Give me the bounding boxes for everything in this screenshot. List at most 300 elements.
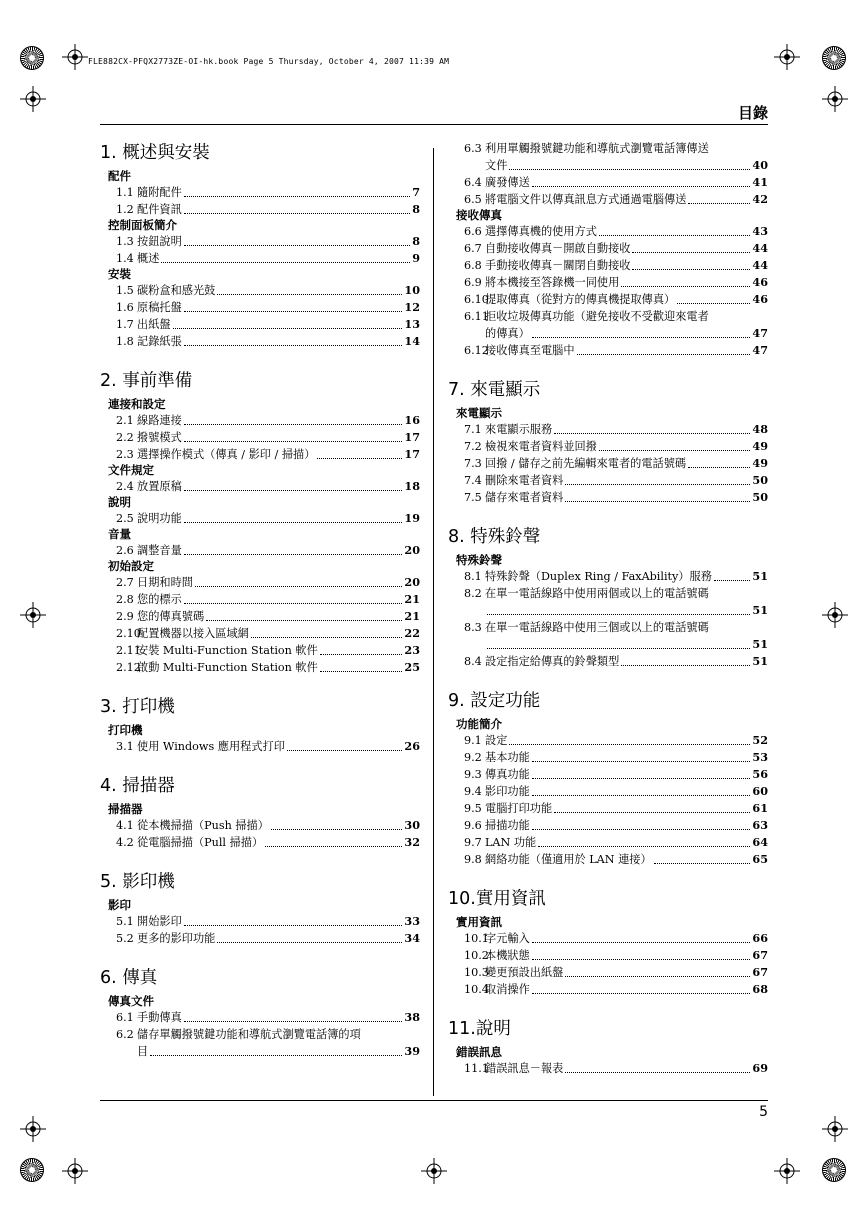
dot-leader xyxy=(532,829,751,830)
entry-title: 記錄紙張 xyxy=(137,335,182,348)
section-heading: 傳真文件 xyxy=(108,994,154,1008)
dot-leader xyxy=(287,750,403,751)
dot-leader xyxy=(532,337,751,338)
entry-page: 61 xyxy=(752,801,768,815)
section-heading: 影印 xyxy=(108,898,131,912)
entry-body xyxy=(137,591,420,608)
toc-entry[interactable] xyxy=(448,257,768,274)
entry-page: 46 xyxy=(752,275,768,289)
toc-entry[interactable] xyxy=(100,913,420,930)
entry-page: 40 xyxy=(752,158,768,172)
toc-entry[interactable] xyxy=(100,834,420,851)
entry-page: 48 xyxy=(752,422,768,436)
toc-entry[interactable] xyxy=(100,446,420,463)
toc-entry[interactable] xyxy=(100,1026,420,1060)
entry-page: 60 xyxy=(752,784,768,798)
toc-entry[interactable] xyxy=(448,568,768,585)
entry-number: 9.2 xyxy=(464,751,482,764)
entry-title: 說明功能 xyxy=(137,512,182,525)
toc-entry[interactable] xyxy=(100,574,420,591)
entry-title: 日期和時間 xyxy=(137,576,193,589)
toc-entry[interactable] xyxy=(100,233,420,250)
toc-entry[interactable] xyxy=(448,191,768,208)
toc-entry[interactable] xyxy=(100,184,420,201)
entry-page: 17 xyxy=(404,430,420,444)
entry-title: 本機狀態 xyxy=(485,949,530,962)
toc-entry[interactable] xyxy=(448,585,768,619)
dot-leader xyxy=(532,778,751,779)
entry-body xyxy=(485,240,768,257)
entry-title: 設定指定給傳真的鈴聲類型 xyxy=(485,655,620,668)
entry-page: 67 xyxy=(752,948,768,962)
dot-leader xyxy=(688,203,750,204)
toc-entry[interactable] xyxy=(448,732,768,749)
toc-entry[interactable] xyxy=(448,653,768,670)
toc-entry[interactable] xyxy=(100,659,420,676)
section-heading: 說明 xyxy=(108,495,131,509)
entry-body xyxy=(485,421,768,438)
entry-title: 碳粉盒和感光鼓 xyxy=(137,284,216,297)
toc-entry[interactable] xyxy=(448,223,768,240)
dot-leader xyxy=(714,580,750,581)
dot-leader xyxy=(251,637,403,638)
entry-number: 2.5 xyxy=(116,512,134,525)
toc-entry[interactable] xyxy=(448,342,768,359)
dot-leader xyxy=(184,213,410,214)
dot-leader xyxy=(532,186,751,187)
section-heading: 錯誤訊息 xyxy=(456,1045,502,1059)
section-heading: 初始設定 xyxy=(108,559,154,573)
entry-title: 來電顯示服務 xyxy=(485,423,553,436)
entry-number: 5.1 xyxy=(116,915,134,928)
entry-page: 26 xyxy=(404,739,420,753)
entry-body xyxy=(485,800,768,817)
entry-page: 53 xyxy=(752,750,768,764)
entry-title: 您的標示 xyxy=(137,593,182,606)
footer-rule xyxy=(100,1100,768,1101)
registration-mark-icon xyxy=(20,602,46,628)
dot-leader xyxy=(161,262,410,263)
dot-leader xyxy=(621,286,750,287)
entry-number: 6.2 xyxy=(116,1028,134,1041)
dot-leader xyxy=(565,976,750,977)
dot-leader xyxy=(677,303,750,304)
entry-page: 12 xyxy=(404,300,420,314)
entry-body xyxy=(137,574,420,591)
entry-body xyxy=(137,625,420,642)
toc-entry[interactable] xyxy=(448,749,768,766)
entry-title: 選擇傳真機的使用方式 xyxy=(485,225,597,238)
entry-body xyxy=(137,608,420,625)
chapter-title: 2. 事前準備 xyxy=(100,371,193,391)
entry-body xyxy=(137,738,420,755)
entry-number: 10.3 xyxy=(464,966,489,979)
dot-leader xyxy=(184,245,410,246)
chapter-title: 10.實用資訊 xyxy=(448,889,546,909)
entry-title: 字元輸入 xyxy=(485,932,530,945)
entry-title: 檢視來電者資料並回撥 xyxy=(485,440,597,453)
toc-entry[interactable] xyxy=(100,817,420,834)
entry-number: 2.4 xyxy=(116,480,134,493)
entry-continuation xyxy=(485,325,768,342)
chapter-title: 5. 影印機 xyxy=(100,872,175,892)
entry-title: 原稿托盤 xyxy=(137,301,182,314)
entry-title: 自動接收傳真－開啟自動接收 xyxy=(485,242,631,255)
entry-title: 選擇操作模式（傳真 / 影印 / 掃描） xyxy=(137,448,316,461)
entry-body xyxy=(137,834,420,851)
dot-leader xyxy=(577,354,751,355)
dot-leader xyxy=(184,311,403,312)
toc-entry[interactable] xyxy=(100,201,420,218)
registration-mark-icon xyxy=(774,1158,800,1184)
entry-continuation xyxy=(137,1043,420,1060)
entry-number: 7.2 xyxy=(464,440,482,453)
toc-entry[interactable] xyxy=(100,412,420,429)
dot-leader xyxy=(532,795,751,796)
registration-mark-icon xyxy=(822,1116,848,1142)
entry-title: 從電腦掃描（Pull 掃描） xyxy=(137,836,264,849)
entry-number: 9.1 xyxy=(464,734,482,747)
entry-title: 儲存單觸撥號鍵功能和導航式瀏覽電話簿的項 xyxy=(137,1028,361,1041)
entry-page: 44 xyxy=(752,241,768,255)
section-heading: 接收傳真 xyxy=(456,208,502,222)
toc-entry[interactable] xyxy=(100,478,420,495)
entry-number: 6.6 xyxy=(464,225,482,238)
entry-body xyxy=(485,291,768,308)
entry-number: 1.8 xyxy=(116,335,134,348)
entry-page: 21 xyxy=(404,592,420,606)
entry-title-continued: 文件 xyxy=(485,159,508,172)
toc-entry[interactable] xyxy=(100,930,420,947)
dot-leader xyxy=(195,586,402,587)
toc-entry[interactable] xyxy=(100,738,420,755)
entry-number: 1.2 xyxy=(116,203,134,216)
entry-page: 7 xyxy=(412,185,420,199)
entry-body xyxy=(485,342,768,359)
entry-title: 在單一電話線路中使用兩個或以上的電話號碼 xyxy=(485,587,709,600)
entry-title: 配置機器以接入區域網 xyxy=(137,627,249,640)
entry-body xyxy=(137,299,420,316)
section-heading: 功能簡介 xyxy=(456,717,502,731)
dot-leader xyxy=(184,424,403,425)
entry-continuation xyxy=(485,602,768,619)
toc-entry[interactable] xyxy=(448,766,768,783)
header-rule xyxy=(100,124,768,125)
entry-body xyxy=(485,653,768,670)
toc-entry[interactable] xyxy=(448,291,768,308)
entry-number: 10.2 xyxy=(464,949,489,962)
entry-title: 取消操作 xyxy=(485,983,530,996)
toc-entry[interactable] xyxy=(448,964,768,981)
entry-number: 9.4 xyxy=(464,785,482,798)
entry-page: 18 xyxy=(404,479,420,493)
entry-body xyxy=(485,619,768,653)
toc-entry[interactable] xyxy=(448,800,768,817)
dot-leader xyxy=(554,812,750,813)
entry-body xyxy=(485,191,768,208)
entry-page: 56 xyxy=(752,767,768,781)
entry-body xyxy=(137,429,420,446)
entry-page: 64 xyxy=(752,835,768,849)
entry-body xyxy=(485,783,768,800)
column-divider xyxy=(433,148,434,1096)
entry-number: 2.11 xyxy=(116,644,141,657)
entry-page: 14 xyxy=(404,334,420,348)
entry-title: 放置原稿 xyxy=(137,480,182,493)
toc-entry[interactable] xyxy=(100,625,420,642)
toc-left-column xyxy=(100,140,420,1060)
entry-number: 8.1 xyxy=(464,570,482,583)
entry-page: 9 xyxy=(412,251,420,265)
toc-entry[interactable] xyxy=(448,619,768,653)
entry-title: 將電腦文件以傳真訊息方式通過電腦傳送 xyxy=(485,193,687,206)
entry-page: 50 xyxy=(752,473,768,487)
dot-leader xyxy=(688,467,750,468)
toc-entry[interactable] xyxy=(448,472,768,489)
entry-body xyxy=(485,274,768,291)
toc-entry[interactable] xyxy=(100,591,420,608)
entry-page: 30 xyxy=(404,818,420,832)
entry-body xyxy=(137,316,420,333)
section-heading: 打印機 xyxy=(108,723,143,737)
toc-entry[interactable] xyxy=(448,308,768,342)
dot-leader xyxy=(565,1072,750,1073)
entry-title: 您的傳真號碼 xyxy=(137,610,205,623)
toc-entry[interactable] xyxy=(100,282,420,299)
section-heading: 音量 xyxy=(108,527,131,541)
entry-body xyxy=(137,201,420,218)
dot-leader xyxy=(565,501,750,502)
entry-number: 11.1 xyxy=(464,1062,489,1075)
dot-leader xyxy=(538,846,750,847)
toc-entry[interactable] xyxy=(448,174,768,191)
toc-entry[interactable] xyxy=(100,333,420,350)
toc-entry[interactable] xyxy=(100,429,420,446)
entry-title: 特殊鈴聲（Duplex Ring / FaxAbility）服務 xyxy=(485,570,712,583)
entry-body xyxy=(137,1009,420,1026)
dot-leader xyxy=(532,959,751,960)
entry-number: 2.10 xyxy=(116,627,141,640)
entry-number: 2.7 xyxy=(116,576,134,589)
color-rosette-icon xyxy=(20,46,44,70)
dot-leader xyxy=(184,196,410,197)
registration-mark-icon xyxy=(20,86,46,112)
section-heading: 配件 xyxy=(108,169,131,183)
entry-title: 提取傳真（從對方的傳真機提取傳真） xyxy=(485,293,676,306)
toc-entry[interactable] xyxy=(100,642,420,659)
entry-page: 20 xyxy=(404,575,420,589)
toc-entry[interactable] xyxy=(448,489,768,506)
entry-page: 8 xyxy=(412,234,420,248)
dot-leader xyxy=(632,269,750,270)
entry-title: 按鈕說明 xyxy=(137,235,182,248)
entry-number: 6.9 xyxy=(464,276,482,289)
entry-title: 將本機接至答錄機一同使用 xyxy=(485,276,620,289)
dot-leader xyxy=(599,450,751,451)
chapter-title: 3. 打印機 xyxy=(100,697,175,717)
registration-mark-icon xyxy=(421,1158,447,1184)
entry-body xyxy=(137,412,420,429)
entry-page: 50 xyxy=(752,490,768,504)
dot-leader xyxy=(654,863,751,864)
registration-mark-icon xyxy=(822,86,848,112)
entry-number: 1.7 xyxy=(116,318,134,331)
entry-page: 23 xyxy=(404,643,420,657)
section-heading: 控制面板簡介 xyxy=(108,218,177,232)
entry-page: 49 xyxy=(752,456,768,470)
toc-entry[interactable] xyxy=(448,783,768,800)
entry-number: 7.4 xyxy=(464,474,482,487)
toc-entry[interactable] xyxy=(448,140,768,174)
toc-right-column xyxy=(448,140,768,1077)
entry-body xyxy=(137,642,420,659)
section-heading: 實用資訊 xyxy=(456,915,502,929)
toc-entry[interactable] xyxy=(100,316,420,333)
dot-leader xyxy=(184,1021,403,1022)
entry-page: 43 xyxy=(752,224,768,238)
entry-number: 1.5 xyxy=(116,284,134,297)
entry-title: 撥號模式 xyxy=(137,431,182,444)
entry-body xyxy=(485,455,768,472)
section-heading: 安裝 xyxy=(108,267,131,281)
entry-body xyxy=(485,438,768,455)
entry-number: 9.6 xyxy=(464,819,482,832)
entry-title-continued: 的傳真） xyxy=(485,327,530,340)
color-rosette-icon xyxy=(822,46,846,70)
toc-entry[interactable] xyxy=(100,542,420,559)
chapter-title: 8. 特殊鈴聲 xyxy=(448,527,541,547)
entry-page: 63 xyxy=(752,818,768,832)
entry-title: 儲存來電者資料 xyxy=(485,491,564,504)
entry-page: 46 xyxy=(752,292,768,306)
entry-page: 17 xyxy=(404,447,420,461)
dot-leader xyxy=(554,433,750,434)
entry-body xyxy=(485,257,768,274)
entry-body xyxy=(485,766,768,783)
entry-number: 6.7 xyxy=(464,242,482,255)
entry-title: 從本機掃描（Push 掃描） xyxy=(137,819,269,832)
entry-page: 13 xyxy=(404,317,420,331)
registration-mark-icon xyxy=(20,1116,46,1142)
dot-leader xyxy=(184,345,403,346)
entry-number: 7.3 xyxy=(464,457,482,470)
toc-entry[interactable] xyxy=(448,274,768,291)
entry-page: 51 xyxy=(752,569,768,583)
section-heading: 掃描器 xyxy=(108,802,143,816)
dot-leader xyxy=(532,761,751,762)
entry-number: 3.1 xyxy=(116,740,134,753)
entry-number: 9.5 xyxy=(464,802,482,815)
section-heading: 來電顯示 xyxy=(456,406,502,420)
entry-body xyxy=(137,510,420,527)
toc-entry[interactable] xyxy=(448,947,768,964)
toc-entry[interactable] xyxy=(448,981,768,998)
toc-entry[interactable] xyxy=(448,834,768,851)
dot-leader xyxy=(320,654,403,655)
dot-leader xyxy=(320,671,403,672)
toc-entry[interactable] xyxy=(100,299,420,316)
toc-entry[interactable] xyxy=(100,510,420,527)
entry-page: 10 xyxy=(404,283,420,297)
entry-number: 10.4 xyxy=(464,983,489,996)
entry-page: 68 xyxy=(752,982,768,996)
toc-entry[interactable] xyxy=(100,1009,420,1026)
entry-page: 19 xyxy=(404,511,420,525)
entry-title: 電腦打印功能 xyxy=(485,802,553,815)
toc-entry[interactable] xyxy=(448,455,768,472)
toc-entry[interactable] xyxy=(100,608,420,625)
dot-leader xyxy=(184,490,403,491)
entry-number: 2.12 xyxy=(116,661,141,674)
entry-body xyxy=(137,817,420,834)
entry-number: 7.1 xyxy=(464,423,482,436)
entry-body xyxy=(485,817,768,834)
entry-title: 網絡功能（僅適用於 LAN 連接） xyxy=(485,853,652,866)
entry-page: 34 xyxy=(404,931,420,945)
entry-page: 51 xyxy=(752,637,768,651)
entry-title: 影印功能 xyxy=(485,785,530,798)
entry-continuation xyxy=(485,157,768,174)
color-rosette-icon xyxy=(822,1158,846,1182)
section-heading: 連接和設定 xyxy=(108,397,166,411)
dot-leader xyxy=(509,744,750,745)
entry-page: 44 xyxy=(752,258,768,272)
entry-page: 25 xyxy=(404,660,420,674)
dot-leader xyxy=(487,648,750,649)
entry-page: 52 xyxy=(752,733,768,747)
entry-title: 設定 xyxy=(485,734,508,747)
section-heading: 特殊鈴聲 xyxy=(456,553,502,567)
toc-entry[interactable] xyxy=(448,851,768,868)
entry-title: 傳真功能 xyxy=(485,768,530,781)
toc-entry[interactable] xyxy=(100,250,420,267)
entry-body xyxy=(485,308,768,342)
toc-entry[interactable] xyxy=(448,240,768,257)
entry-number: 6.11 xyxy=(464,310,489,323)
dot-leader xyxy=(532,942,751,943)
entry-title: 配件資訊 xyxy=(137,203,182,216)
entry-title: 概述 xyxy=(137,252,160,265)
entry-page: 38 xyxy=(404,1010,420,1024)
entry-page: 47 xyxy=(752,326,768,340)
toc-entry[interactable] xyxy=(448,421,768,438)
entry-page: 39 xyxy=(404,1044,420,1058)
entry-page: 21 xyxy=(404,609,420,623)
entry-page: 33 xyxy=(404,914,420,928)
dot-leader xyxy=(184,522,403,523)
entry-page: 65 xyxy=(752,852,768,866)
toc-entry[interactable] xyxy=(448,930,768,947)
entry-title: 錯誤訊息－報表 xyxy=(485,1062,564,1075)
entry-body xyxy=(485,174,768,191)
entry-number: 1.3 xyxy=(116,235,134,248)
entry-page: 49 xyxy=(752,439,768,453)
entry-number: 6.8 xyxy=(464,259,482,272)
entry-title: 利用單觸撥號鍵功能和導航式瀏覽電話簿傳送 xyxy=(485,142,709,155)
entry-body xyxy=(485,1060,768,1077)
entry-number: 8.3 xyxy=(464,621,482,634)
entry-title-continued: 目 xyxy=(137,1045,149,1058)
entry-number: 10.1 xyxy=(464,932,489,945)
entry-body xyxy=(485,749,768,766)
toc-entry[interactable] xyxy=(448,817,768,834)
dot-leader xyxy=(217,294,402,295)
entry-body xyxy=(137,446,420,463)
entry-number: 2.2 xyxy=(116,431,134,444)
dot-leader xyxy=(632,252,750,253)
toc-entry[interactable] xyxy=(448,1060,768,1077)
toc-entry[interactable] xyxy=(448,438,768,455)
